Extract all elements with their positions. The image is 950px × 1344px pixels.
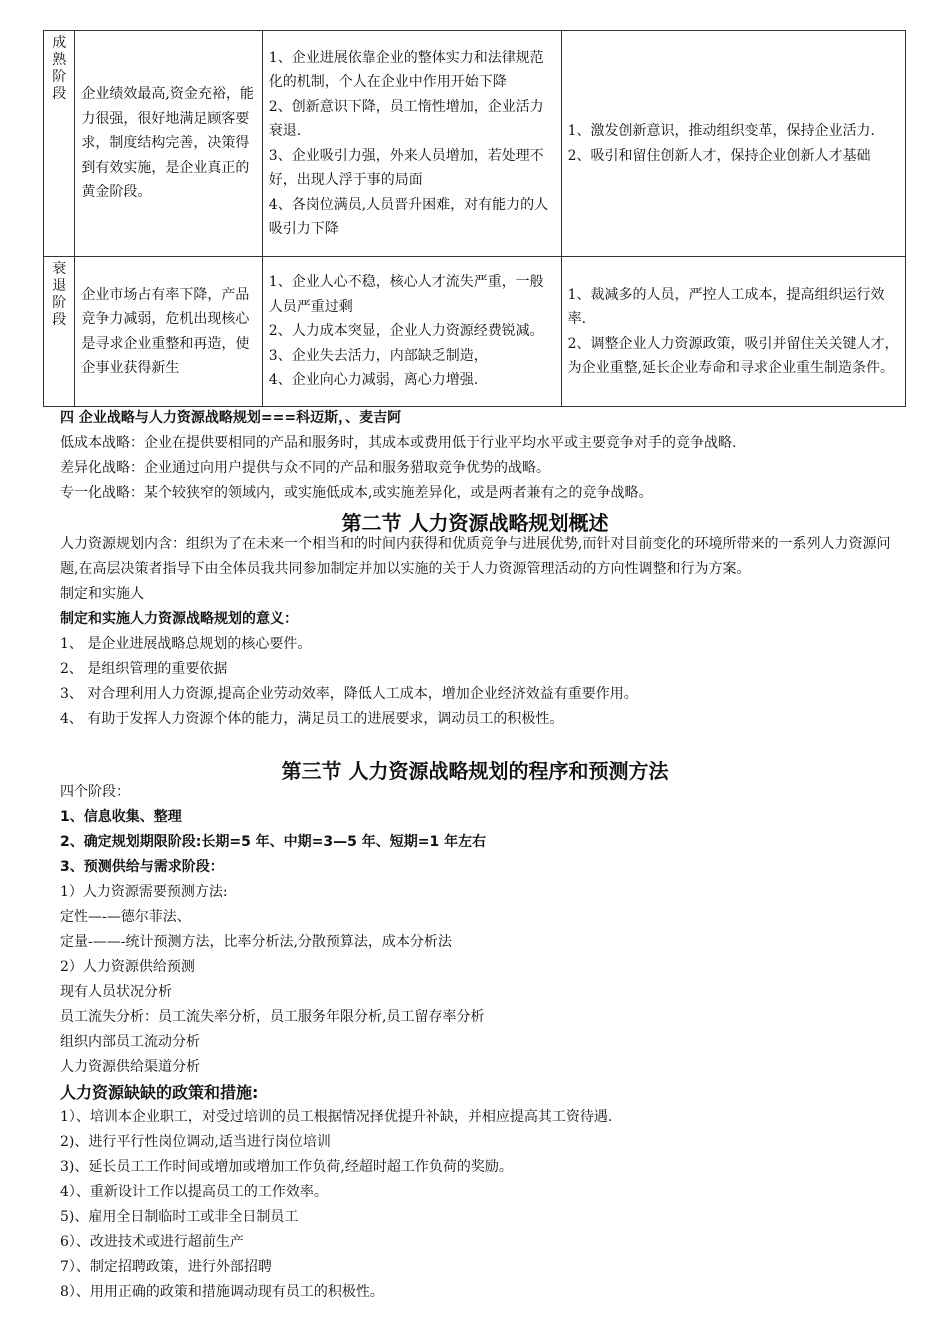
strategy-definition: 专一化战略：某个较狭窄的领域内，或实施低成本,或实施差异化，或是两者兼有之的竞争战略。: [60, 485, 653, 501]
strategy-definition: 差异化战略：企业通过向用户提供与众不同的产品和服务猎取竞争优势的战略。: [60, 460, 550, 476]
measure-item: 3)、延长员工工作时间或增加或增加工作负荷,经超时超工作负荷的奖励。: [60, 1159, 513, 1175]
strategy-item: 1、激发创新意识，推动组织变革，保持企业活力.: [567, 123, 875, 139]
meaning-heading: 制定和实施人力资源战略规划的意义：: [60, 611, 298, 627]
problem-item: 2、创新意识下降，员工惰性增加，企业活力衰退.: [268, 98, 544, 139]
measure-item: 6）、改进技术或进行超前生产: [60, 1234, 244, 1250]
forecast-line: 定性—-—德尔菲法、: [60, 909, 191, 925]
forecast-line: 1）人力资源需要预测方法:: [60, 884, 228, 900]
measure-item: 1）、培训本企业职工，对受过培训的员工根据情况择优提升补缺，并相应提高其工资待遇.: [60, 1109, 613, 1125]
table-row: [44, 257, 906, 407]
stage-characteristics: 企业绩效最高,资金充裕，能力很强，很好地满足顾客要求，制度结构完善，决策得到有效实施，是企业真正的黄金阶段。: [81, 86, 254, 201]
step-item: 2、确定规划期限阶段:长期=5 年、中期=3—5 年、短期=1 年左右: [60, 834, 487, 850]
meaning-item: 4、 有助于发挥人力资源个体的能力，满足员工的进展要求，调动员工的积极性。: [60, 711, 564, 727]
stage-characteristics-cell: [75, 31, 262, 257]
measure-item: 4）、重新设计工作以提高员工的工作效率。: [60, 1184, 328, 1200]
problem-item: 4、企业向心力减弱，离心力增强.: [268, 372, 479, 389]
forecast-line: 定量-——-统计预测方法，比率分析法,分散预算法，成本分析法: [60, 934, 452, 950]
stage-name-cell: [44, 257, 75, 407]
problem-item: 3、企业吸引力强，外来人员增加，若处理不好，出现人浮于事的局面: [268, 147, 544, 188]
stage-name: 衰退阶段: [52, 261, 67, 328]
stage-problems-cell: [262, 257, 561, 407]
meaning-item: 1、 是企业进展战略总规划的核心要件。: [60, 636, 312, 652]
strategy-item: 2、调整企业人力资源政策，吸引并留住关关键人才，为企业重整,延长企业寿命和寻求企业重生制造条件。: [567, 335, 899, 376]
section-three-title: 第三节 人力资源战略规划的程序和预测方法: [281, 759, 669, 783]
measure-item: 7）、制定招聘政策，进行外部招聘: [60, 1259, 272, 1275]
section-three-body: [60, 780, 910, 1305]
strategy-item: 2、吸引和留住创新人才，保持企业创新人才基础: [567, 147, 871, 164]
hr-planning-definition: 人力资源规划内含：组织为了在未来一个相当和的时间内获得和优质竞争与进展优势,而针对目前变化的环境所带来的一系列人力资源问题,在高层决策者指导下由全体员我共同参加制定并加以实施的关于人力资源管理活动的方向性调整和行为方案。: [60, 536, 891, 577]
shortage-heading: 人力资源缺缺的政策和措施:: [60, 1083, 259, 1102]
section-two-title: 第二节 人力资源战略规划概述: [341, 511, 609, 535]
forecast-line: 人力资源供给渠道分析: [60, 1059, 200, 1075]
step-item: 1、信息收集、整理: [60, 809, 182, 825]
problem-item: 1、企业进展依靠企业的整体实力和法律规范化的机制，个人在企业中作用开始下降: [268, 49, 544, 90]
measure-item: 5)、雇用全日制临时工或非全日制员工: [60, 1209, 299, 1225]
meaning-item: 2、 是组织管理的重要依据: [60, 661, 228, 677]
table-row: [44, 31, 906, 257]
strategy-item: 1、裁减多的人员，严控人工成本，提高组织运行效率.: [567, 286, 885, 327]
problem-item: 2、人力成本突显，企业人力资源经费锐减。: [268, 323, 544, 340]
problem-item: 1、企业人心不稳，核心人才流失严重，一般人员严重过剩: [268, 274, 544, 315]
problem-item: 3、企业失去活力，内部缺乏制造，: [268, 347, 488, 364]
section-four: [60, 406, 910, 506]
stage-strategies-cell: [561, 31, 905, 257]
strategy-definition: 低成本战略：企业在提供要相同的产品和服务时，其成本或费用低于行业平均水平或主要竞争对手的竞争战略.: [60, 435, 737, 451]
body-line: 制定和实施人: [60, 586, 144, 602]
measure-item: 8）、用用正确的政策和措施调动现有员工的积极性。: [60, 1284, 384, 1300]
stage-characteristics-cell: [75, 257, 262, 407]
step-item: 3、预测供给与需求阶段：: [60, 859, 224, 875]
section-two-body: [60, 532, 900, 732]
stage-problems-cell: [262, 31, 561, 257]
measure-item: 2)、进行平行性岗位调动,适当进行岗位培训: [60, 1134, 331, 1150]
section-four-heading: 四 企业战略与人力资源战略规划===科迈斯，、麦吉阿: [60, 410, 402, 426]
stage-name: 成熟阶段: [52, 35, 67, 102]
enterprise-lifecycle-table: [43, 30, 906, 407]
forecast-line: 员工流失分析：员工流失率分析，员工服务年限分析,员工留存率分析: [60, 1009, 485, 1025]
stages-intro: 四个阶段：: [60, 784, 130, 800]
stage-characteristics: 企业市场占有率下降，产品竞争力减弱，危机出现核心是寻求企业重整和再造，使企事业获得新生: [81, 286, 250, 376]
forecast-line: 组织内部员工流动分析: [60, 1034, 200, 1050]
stage-strategies-cell: [561, 257, 905, 407]
meaning-item: 3、 对合理利用人力资源,提高企业劳动效率，降低人工成本，增加企业经济效益有重要作用。: [60, 686, 638, 702]
forecast-line: 现有人员状况分析: [60, 984, 172, 1000]
stage-name-cell: [44, 31, 75, 257]
problem-item: 4、各岗位满员,人员晋升困难，对有能力的人吸引力下降: [268, 196, 549, 237]
forecast-line: 2）人力资源供给预测: [60, 959, 195, 975]
